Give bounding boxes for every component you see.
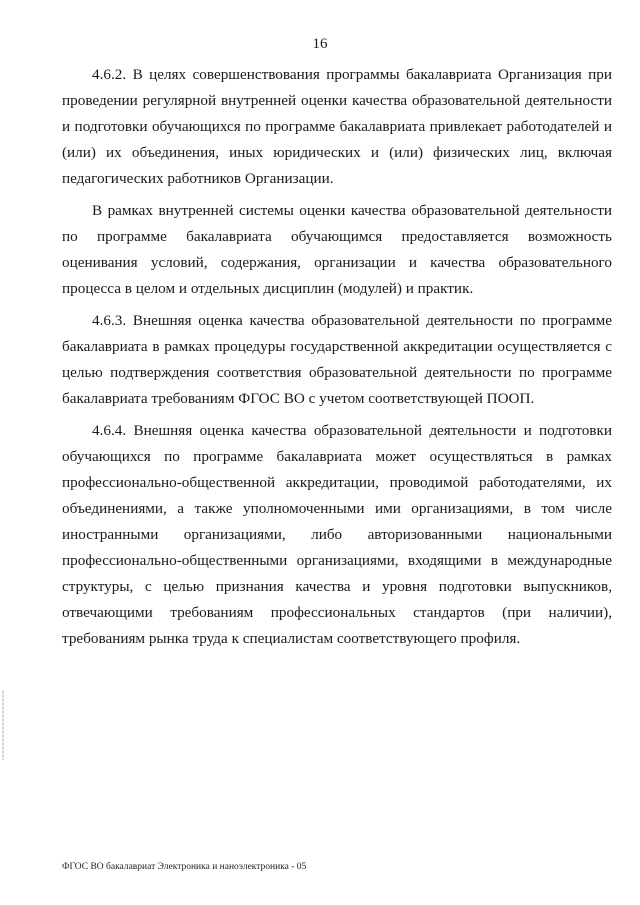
scan-margin-artifact [2,690,4,760]
page-number: 16 [312,36,328,52]
paragraph-internal-assessment: В рамках внутренней системы оценки качества образовательной деятельности по программе бакалавриата обучающимся предоставляется возможность оценивания условий, содержания, организации и качества образовательного процесса в целом и отдельных дисциплин (модулей) и практик. [62,202,612,297]
page-footer: ФГОС ВО бакалавриат Электроника и наноэлектроника - 05 [62,862,307,872]
paragraph-4-6-2: 4.6.2. В целях совершенствования программы бакалавриата Организация при проведении регулярной внутренней оценки качества образовательной деятельности и подготовки обучающихся по программе бакалавриата привлекает работодателей и (или) их объединения, иных юридических и (или) физических лиц, включая педагогических работников Организации. [62,66,612,187]
paragraph-4-6-4: 4.6.4. Внешняя оценка качества образовательной деятельности и подготовки обучающихся по программе бакалавриата может осуществляться в рамках профессионально-общественной аккредитации, проводимой работодателями, их объединениями, а также уполномоченными ими организациями, в том числе иностранными организациями, либо авторизованными национальными профессионально-общественными организациями, входящими в международные структуры, с целью признания качества и уровня подготовки выпускников, отвечающими требованиям профессиональных стандартов (при наличии), требованиям рынка труда к специалистам соответствующего профиля. [62,422,612,647]
paragraph-4-6-3: 4.6.3. Внешняя оценка качества образовательной деятельности по программе бакалавриата в рамках процедуры государственной аккредитации осуществляется с целью подтверждения соответствия образовательной деятельности по программе бакалавриата требованиям ФГОС ВО с учетом соответствующей ПООП. [62,312,612,407]
document-body [62,62,612,658]
